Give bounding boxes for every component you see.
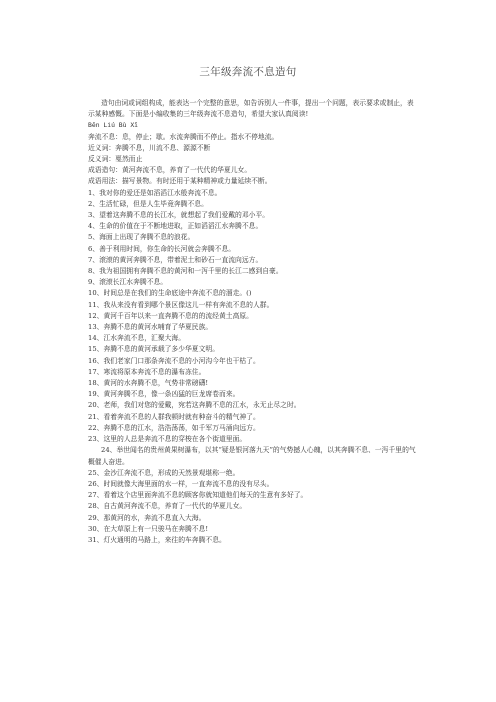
sentence-item: 9、滚滚长江水奔腾不息。 xyxy=(88,278,168,287)
sentence-item: 31、灯火通明的马路上，来往的车奔腾不息。 xyxy=(88,535,226,544)
document-title: 三年级奔流不息造句 xyxy=(199,66,297,78)
definition-line: 奔流不息：息，停止；歇。水流奔腾而不停止。指水不停地流。 xyxy=(88,132,279,141)
sentence-item: 25、金沙江奔流不息，形成的天然景观堪称一绝。 xyxy=(88,468,240,477)
sentence-item: 26、时间就像大海里面的水一样，一直奔流不息的没有尽头。 xyxy=(88,479,274,488)
sentence-item: 4、生命的价值在于不断地进取，正如滔滔江水奔腾不息。 xyxy=(88,222,263,231)
sentence-item: 13、奔腾不息的黄河水哺育了华夏民族。 xyxy=(88,323,213,332)
sentence-item: 22、奔腾不息的江水，浩浩荡荡，如千军万马涌向远方。 xyxy=(88,423,260,432)
sentence-item: 7、滚滚的黄河奔腾不息，带着泥土和砂石一直流向远方。 xyxy=(88,255,263,264)
sentence-item: 10、时间总是在我们的生命底途中奔流不息的溜走。() xyxy=(88,289,252,298)
sentence-item: 23、这里的人总是奔流不息的穿梭在各个街道里面。 xyxy=(88,435,247,444)
sentence-item: 27、看着这个店里面奔流不息的顾客你就知道他们每天的生意有多好了。 xyxy=(88,491,308,500)
sentence-item: 3、望着这奔腾不息的长江水，就想起了我们爱戴的邓小平。 xyxy=(88,211,270,220)
sentence-item: 30、在大草原上有一只骏马在奔腾不息! xyxy=(88,524,209,533)
sentence-item: 18、黄河的水奔腾不息，气势非常磅礴! xyxy=(88,379,209,388)
sentence-item: 2、生活忙碌，但是人生毕竟奔腾不息。 xyxy=(88,199,208,208)
sentence-item: 8、我为祖国拥有奔腾不息的黄河和一泻千里的长江二感到自豪。 xyxy=(88,267,283,276)
sentence-item: 28、自古黄河奔流不息，养育了一代代的华夏儿女。 xyxy=(88,502,247,511)
sentence-item: 20、老师，我们对您的爱戴，宛若这奔腾不息的江水，永无止尽之时。 xyxy=(88,401,301,410)
usage-line: 成语用法：描写景物。有时还用于某种精神或力量延续不断。 xyxy=(88,177,272,186)
document-body xyxy=(88,98,418,546)
sentence-item: 5、海面上出现了奔腾不息的浪花。 xyxy=(88,233,195,242)
sentence-item: 29、那黄河的水，奔流不息直入大海。 xyxy=(88,513,206,522)
antonyms-line: 反义词：戛然而止 xyxy=(88,155,143,164)
sentence-item: 15、奔腾不息的黄河承载了多少华夏文明。 xyxy=(88,345,219,354)
sentence-item: 19、黄河奔腾不息，像一条凶猛的巨龙席卷而来。 xyxy=(88,390,240,399)
sentence-item: 21、看着奔流不息的人群我顿时就有种奋斗的精气神了。 xyxy=(88,412,260,421)
sentence-item: 16、我们老家门口那条奔流不息的小河沟今年也干枯了。 xyxy=(88,356,260,365)
sentence-item: 17、寒流将原本奔流不息的瀑布冻住。 xyxy=(88,367,206,376)
sentence-item: 1、我对你的爱还是如滔滔江水般奔流不息。 xyxy=(88,188,222,197)
sentence-item: 12、黄河千百年以来一直奔腾不息的的流经黄土高原。 xyxy=(88,311,253,320)
sentence-item: 14、江水奔流不息，汇聚大海。 xyxy=(88,334,186,343)
intro-paragraph: 造句由词或词组构成，能表达一个完整的意思，如告诉别人一件事，提出一个问题，表示要求或制止，表示某种感慨。下面是小编收集的三年级奔流不息造句，希望大家认真阅读! xyxy=(88,99,414,119)
sentence-item: 11、我从来没有看到哪个景区像这儿一样有奔流不息的人群。 xyxy=(88,300,274,309)
sentence-item-long: 24、举世闻名的贵州黄果树瀑布，以其“疑是银河落九天”的气势撼人心魄，以其奔腾不息、一泻千里的气概催人奋进。 xyxy=(88,446,416,466)
sentence-item: 6、善于利用时间，你生命的长河就会奔腾不息。 xyxy=(88,244,236,253)
synonyms-line: 近义词：奔腾不息，川流不息、源源不断 xyxy=(88,143,211,152)
example-line: 成语造句：黄河奔流不息，养育了一代代的华夏儿女。 xyxy=(88,166,252,175)
pinyin-line: Bēn Liú Bù Xī xyxy=(88,121,139,130)
